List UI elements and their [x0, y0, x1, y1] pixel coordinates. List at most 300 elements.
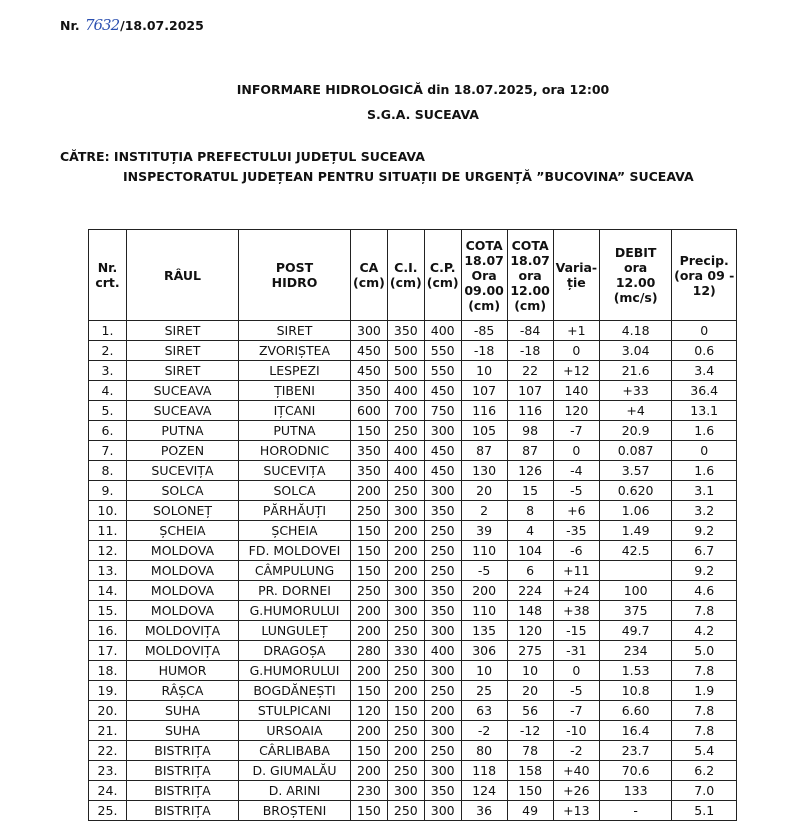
table-cell: SIRET	[127, 341, 239, 361]
table-cell: -7	[553, 701, 600, 721]
table-row	[89, 701, 737, 721]
table-cell: HORODNIC	[239, 441, 351, 461]
table-cell: 5.4	[672, 741, 737, 761]
table-cell: 700	[387, 401, 424, 421]
table-cell: 120	[351, 701, 388, 721]
table-row	[89, 421, 737, 441]
table-cell: 16.4	[600, 721, 672, 741]
table-cell: 1.	[89, 321, 127, 341]
column-header-line: RÂUL	[163, 267, 202, 283]
table-cell: MOLDOVIȚA	[127, 621, 239, 641]
table-cell: 450	[424, 381, 461, 401]
table-cell: 400	[424, 641, 461, 661]
table-cell: 600	[351, 401, 388, 421]
table-cell: 107	[507, 381, 553, 401]
table-cell: MOLDOVA	[127, 541, 239, 561]
table-cell: SIRET	[239, 321, 351, 341]
table-cell: 98	[507, 421, 553, 441]
table-row	[89, 321, 737, 341]
table-cell: +6	[553, 501, 600, 521]
table-cell: 7.8	[672, 721, 737, 741]
column-header-line: POST	[275, 260, 314, 275]
table-cell: PUTNA	[127, 421, 239, 441]
table-cell: 56	[507, 701, 553, 721]
table-cell: 87	[461, 441, 507, 461]
table-cell: 10	[461, 661, 507, 681]
table-cell: 4.18	[600, 321, 672, 341]
table-cell: 7.	[89, 441, 127, 461]
table-cell: SUCEVIȚA	[127, 461, 239, 481]
table-cell: 21.	[89, 721, 127, 741]
table-cell: 24.	[89, 781, 127, 801]
column-header-line: crt.	[95, 275, 120, 290]
table-cell: -18	[507, 341, 553, 361]
table-cell: 126	[507, 461, 553, 481]
table-cell: SOLCA	[239, 481, 351, 501]
table-cell: RÂȘCA	[127, 681, 239, 701]
column-header-line: Nr.	[97, 260, 118, 275]
table-cell: 21.6	[600, 361, 672, 381]
table-cell: 1.06	[600, 501, 672, 521]
table-row	[89, 741, 737, 761]
table-row	[89, 681, 737, 701]
table-cell: 200	[351, 761, 388, 781]
column-header-line: COTA	[465, 237, 503, 253]
table-cell: 70.6	[600, 761, 672, 781]
table-cell: 350	[351, 461, 388, 481]
table-cell: 300	[424, 481, 461, 501]
table-cell: -2	[553, 741, 600, 761]
table-cell: HUMOR	[127, 661, 239, 681]
table-cell: 400	[387, 441, 424, 461]
table-cell: 5.1	[672, 801, 737, 821]
table-cell: 200	[461, 581, 507, 601]
table-row	[89, 721, 737, 741]
column-header-line: CA	[359, 260, 379, 275]
table-cell: -35	[553, 521, 600, 541]
table-cell: 250	[387, 621, 424, 641]
table-row	[89, 541, 737, 561]
column-header	[600, 230, 672, 321]
table-cell: 148	[507, 601, 553, 621]
table-cell: 200	[387, 561, 424, 581]
column-header-line: Varia-	[555, 260, 598, 275]
table-cell: -12	[507, 721, 553, 741]
table-cell: SUCEAVA	[127, 381, 239, 401]
table-cell: 13.	[89, 561, 127, 581]
table-cell: +12	[553, 361, 600, 381]
table-cell: +38	[553, 601, 600, 621]
table-cell: 200	[387, 541, 424, 561]
table-cell: 6.	[89, 421, 127, 441]
table-cell: 36	[461, 801, 507, 821]
document-title: INFORMARE HIDROLOGICĂ din 18.07.2025, ora 12:00	[236, 82, 610, 97]
table-cell: 105	[461, 421, 507, 441]
table-cell: 2.	[89, 341, 127, 361]
table-cell: 10	[507, 661, 553, 681]
table-header-row	[89, 230, 737, 321]
recipient-line-1: CĂTRE: INSTITUȚIA PREFECTULUI JUDEȚUL SUCEAVA	[60, 149, 425, 164]
table-cell: 200	[351, 621, 388, 641]
table-cell: 20.	[89, 701, 127, 721]
table-cell: 9.2	[672, 561, 737, 581]
table-cell: 450	[351, 341, 388, 361]
table-cell: 330	[387, 641, 424, 661]
table-cell: 4.6	[672, 581, 737, 601]
document-number	[60, 16, 204, 34]
table-cell: SUCEVIȚA	[239, 461, 351, 481]
table-cell: 200	[351, 661, 388, 681]
table-cell: 9.	[89, 481, 127, 501]
table-cell: +4	[600, 401, 672, 421]
table-cell: 17.	[89, 641, 127, 661]
table-cell: 200	[351, 481, 388, 501]
table-cell: 500	[387, 361, 424, 381]
table-cell: STULPICANI	[239, 701, 351, 721]
table-cell: 3.04	[600, 341, 672, 361]
table-cell: 250	[387, 661, 424, 681]
table-cell: 1.53	[600, 661, 672, 681]
column-header-line: HIDRO	[271, 275, 318, 290]
table-row	[89, 481, 737, 501]
table-cell: -31	[553, 641, 600, 661]
table-cell: 350	[351, 381, 388, 401]
table-cell: 250	[424, 541, 461, 561]
table-cell: -5	[553, 481, 600, 501]
table-cell	[600, 561, 672, 581]
table-cell: 7.0	[672, 781, 737, 801]
table-cell: 350	[424, 601, 461, 621]
column-header	[424, 230, 461, 321]
table-cell: 250	[351, 581, 388, 601]
column-header-line: ora	[518, 267, 542, 283]
table-row	[89, 801, 737, 821]
table-cell: 23.7	[600, 741, 672, 761]
table-cell: 300	[387, 601, 424, 621]
table-cell: 15	[507, 481, 553, 501]
table-cell: 25	[461, 681, 507, 701]
table-cell: -10	[553, 721, 600, 741]
table-cell: -5	[553, 681, 600, 701]
table-cell: 3.57	[600, 461, 672, 481]
table-cell: 550	[424, 341, 461, 361]
table-cell: -15	[553, 621, 600, 641]
table-cell: 450	[424, 461, 461, 481]
table-cell: 350	[351, 441, 388, 461]
doc-number-handwritten: 7632	[84, 16, 120, 34]
column-header-line: COTA	[511, 237, 549, 253]
recipient-line-2: INSPECTORATUL JUDEȚEAN PENTRU SITUAȚII DE URGENȚĂ ”BUCOVINA” SUCEAVA	[123, 169, 694, 184]
table-cell: 250	[424, 741, 461, 761]
table-cell: 110	[461, 601, 507, 621]
table-cell: 0.620	[600, 481, 672, 501]
table-cell: SOLONEȚ	[127, 501, 239, 521]
table-cell: 22	[507, 361, 553, 381]
column-header-line: C.P.	[429, 260, 456, 275]
hydro-data-table	[88, 229, 737, 821]
column-header-line: (mc/s)	[613, 290, 658, 305]
table-cell: +11	[553, 561, 600, 581]
table-cell: 104	[507, 541, 553, 561]
table-cell: CÂMPULUNG	[239, 561, 351, 581]
column-header	[89, 230, 127, 321]
table-cell: 750	[424, 401, 461, 421]
table-cell: 150	[507, 781, 553, 801]
table-cell: 224	[507, 581, 553, 601]
table-cell: 110	[461, 541, 507, 561]
table-cell: 350	[387, 321, 424, 341]
table-cell: 234	[600, 641, 672, 661]
table-cell: 306	[461, 641, 507, 661]
table-cell: +33	[600, 381, 672, 401]
table-cell: LUNGULEȚ	[239, 621, 351, 641]
table-cell: -4	[553, 461, 600, 481]
table-cell: G.HUMORULUI	[239, 601, 351, 621]
table-cell: +13	[553, 801, 600, 821]
table-cell: SOLCA	[127, 481, 239, 501]
table-cell: G.HUMORULUI	[239, 661, 351, 681]
column-header-line: 12.00	[615, 275, 656, 290]
table-cell: 22.	[89, 741, 127, 761]
table-cell: 49	[507, 801, 553, 821]
table-cell: 133	[600, 781, 672, 801]
table-cell: 18.	[89, 661, 127, 681]
table-cell: IȚCANI	[239, 401, 351, 421]
table-cell: +24	[553, 581, 600, 601]
table-cell: 200	[387, 741, 424, 761]
table-cell: 116	[507, 401, 553, 421]
table-cell: 230	[351, 781, 388, 801]
table-cell: BROȘTENI	[239, 801, 351, 821]
table-cell: BISTRIȚA	[127, 761, 239, 781]
table-row	[89, 461, 737, 481]
column-header-line: ție	[567, 275, 586, 290]
table-cell: 350	[424, 581, 461, 601]
table-cell: 5.	[89, 401, 127, 421]
table-cell: 250	[387, 421, 424, 441]
table-body	[89, 321, 737, 821]
table-cell: 275	[507, 641, 553, 661]
table-cell: PR. DORNEI	[239, 581, 351, 601]
table-cell: 200	[351, 601, 388, 621]
column-header	[553, 230, 600, 321]
table-cell: 39	[461, 521, 507, 541]
table-cell: 42.5	[600, 541, 672, 561]
table-cell: -2	[461, 721, 507, 741]
table-cell: 400	[387, 461, 424, 481]
table-cell: +26	[553, 781, 600, 801]
table-cell: 450	[424, 441, 461, 461]
table-cell: 1.6	[672, 461, 737, 481]
table-cell: 150	[351, 681, 388, 701]
table-cell: 16.	[89, 621, 127, 641]
table-cell: 250	[387, 761, 424, 781]
table-row	[89, 761, 737, 781]
table-cell: SUHA	[127, 721, 239, 741]
table-cell: 150	[351, 561, 388, 581]
table-cell: PĂRHĂUȚI	[239, 501, 351, 521]
table-cell: PUTNA	[239, 421, 351, 441]
table-cell: MOLDOVIȚA	[127, 641, 239, 661]
table-cell: CÂRLIBABA	[239, 741, 351, 761]
table-cell: 23.	[89, 761, 127, 781]
table-cell: +1	[553, 321, 600, 341]
column-header-line: 12.00	[510, 282, 550, 298]
table-cell: -	[600, 801, 672, 821]
table-row	[89, 641, 737, 661]
table-cell: SUHA	[127, 701, 239, 721]
table-cell: 250	[387, 481, 424, 501]
table-cell: 13.1	[672, 401, 737, 421]
table-cell: 150	[351, 541, 388, 561]
table-cell: 350	[424, 501, 461, 521]
column-header-line: (cm)	[514, 297, 547, 313]
table-cell: 100	[600, 581, 672, 601]
column-header	[351, 230, 388, 321]
table-cell: 400	[387, 381, 424, 401]
table-cell: 107	[461, 381, 507, 401]
table-cell: D. ARINI	[239, 781, 351, 801]
table-row	[89, 621, 737, 641]
table-cell: BOGDĂNEȘTI	[239, 681, 351, 701]
table-cell: 250	[351, 501, 388, 521]
table-cell: 116	[461, 401, 507, 421]
column-header	[507, 230, 553, 321]
table-cell: 8.	[89, 461, 127, 481]
table-cell: 400	[424, 321, 461, 341]
table-cell: BISTRIȚA	[127, 781, 239, 801]
table-cell: 150	[351, 421, 388, 441]
table-cell: ȘCHEIA	[127, 521, 239, 541]
column-header-line: (cm)	[353, 275, 385, 290]
table-cell: 63	[461, 701, 507, 721]
table-cell: 0	[553, 341, 600, 361]
table-cell: 120	[553, 401, 600, 421]
table-cell: 10.	[89, 501, 127, 521]
table-cell: 0.6	[672, 341, 737, 361]
column-header-line: Precip.	[679, 252, 729, 268]
table-cell: SIRET	[127, 321, 239, 341]
table-cell: 7.8	[672, 701, 737, 721]
column-header-line: 09.00	[464, 282, 504, 298]
table-cell: 3.	[89, 361, 127, 381]
table-cell: 11.	[89, 521, 127, 541]
table-row	[89, 341, 737, 361]
table-cell: 200	[424, 701, 461, 721]
table-cell: ȚIBENI	[239, 381, 351, 401]
table-cell: BISTRIȚA	[127, 741, 239, 761]
column-header-line: (cm)	[426, 275, 459, 290]
table-cell: 1.49	[600, 521, 672, 541]
table-cell: 0	[672, 441, 737, 461]
column-header-line: ora	[624, 260, 648, 275]
table-cell: 7.8	[672, 601, 737, 621]
doc-number-date: /18.07.2025	[120, 18, 204, 33]
table-cell: 300	[387, 781, 424, 801]
table-cell: ZVORIȘTEA	[239, 341, 351, 361]
table-cell: 36.4	[672, 381, 737, 401]
table-cell: -18	[461, 341, 507, 361]
table-cell: 0.087	[600, 441, 672, 461]
column-header-line: 18.07	[464, 252, 504, 268]
table-cell: 300	[351, 321, 388, 341]
table-cell: 6.60	[600, 701, 672, 721]
table-cell: 250	[424, 521, 461, 541]
column-header-line: (cm)	[389, 275, 422, 290]
table-cell: SIRET	[127, 361, 239, 381]
table-cell: ȘCHEIA	[239, 521, 351, 541]
table-cell: 6.7	[672, 541, 737, 561]
table-cell: 250	[387, 721, 424, 741]
table-cell: 250	[387, 801, 424, 821]
table-cell: MOLDOVA	[127, 601, 239, 621]
table-cell: 200	[351, 721, 388, 741]
table-cell: 20.9	[600, 421, 672, 441]
table-cell: 78	[507, 741, 553, 761]
table-cell: 300	[424, 761, 461, 781]
table-cell: 375	[600, 601, 672, 621]
table-cell: 300	[424, 721, 461, 741]
table-cell: 1.9	[672, 681, 737, 701]
table-cell: 6.2	[672, 761, 737, 781]
table-cell: 19.	[89, 681, 127, 701]
table-cell: 250	[424, 561, 461, 581]
column-header	[672, 230, 737, 321]
table-row	[89, 601, 737, 621]
table-cell: +40	[553, 761, 600, 781]
table-cell: 20	[461, 481, 507, 501]
table-cell: 5.0	[672, 641, 737, 661]
table-cell: 12.	[89, 541, 127, 561]
table-cell: 280	[351, 641, 388, 661]
table-cell: 135	[461, 621, 507, 641]
table-cell: -7	[553, 421, 600, 441]
column-header-line: (ora 09 -	[674, 267, 735, 283]
table-cell: 550	[424, 361, 461, 381]
table-cell: 124	[461, 781, 507, 801]
column-header-line: DEBIT	[614, 245, 657, 260]
table-cell: 3.1	[672, 481, 737, 501]
table-cell: 10.8	[600, 681, 672, 701]
column-header	[387, 230, 424, 321]
table-row	[89, 381, 737, 401]
table-cell: 6	[507, 561, 553, 581]
table-cell: 140	[553, 381, 600, 401]
table-cell: 3.4	[672, 361, 737, 381]
table-cell: MOLDOVA	[127, 581, 239, 601]
column-header-line: Ora	[471, 267, 497, 283]
table-row	[89, 581, 737, 601]
table-row	[89, 561, 737, 581]
table-cell: 300	[387, 581, 424, 601]
table-cell: -5	[461, 561, 507, 581]
table-cell: 87	[507, 441, 553, 461]
column-header-line: 18.07	[510, 252, 550, 268]
table-row	[89, 661, 737, 681]
table-cell: LESPEZI	[239, 361, 351, 381]
table-row	[89, 521, 737, 541]
table-cell: 300	[424, 661, 461, 681]
table-cell: 49.7	[600, 621, 672, 641]
table-cell: 150	[387, 701, 424, 721]
table-cell: 500	[387, 341, 424, 361]
table-cell: BISTRIȚA	[127, 801, 239, 821]
table-cell: 2	[461, 501, 507, 521]
table-cell: 3.2	[672, 501, 737, 521]
table-cell: 4	[507, 521, 553, 541]
table-cell: 8	[507, 501, 553, 521]
table-cell: 300	[424, 421, 461, 441]
